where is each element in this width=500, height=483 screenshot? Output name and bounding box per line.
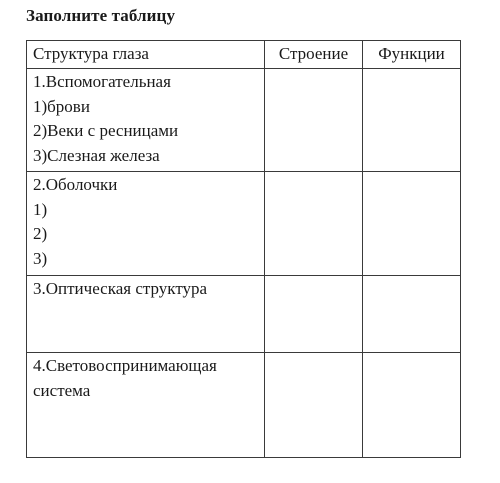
row-item: 3) — [33, 248, 48, 268]
stroenie-answer-cell[interactable] — [265, 69, 363, 172]
row-item: 3)Слезная железа — [33, 145, 160, 165]
structure-cell-photoreceptive — [27, 353, 265, 458]
row-title: 4.Световоспринимающая — [33, 356, 217, 375]
funktsii-answer-cell[interactable] — [363, 69, 461, 172]
header-stroenie: Строение — [265, 41, 363, 69]
funktsii-answer-cell[interactable] — [363, 172, 461, 276]
row-item: 1) — [33, 199, 48, 219]
funktsii-answer-cell[interactable] — [363, 353, 461, 458]
structure-cell-membranes — [27, 172, 265, 276]
table-row — [27, 69, 461, 172]
eye-structure-table — [26, 40, 461, 458]
stroenie-answer-cell[interactable] — [265, 276, 363, 353]
table-row — [27, 276, 461, 353]
row-item: 1)брови — [33, 96, 90, 116]
row-item: 2)Веки с ресницами — [33, 121, 179, 140]
row-title-continued: система — [33, 380, 91, 400]
structure-cell-auxiliary — [27, 69, 265, 172]
header-funktsii: Функции — [363, 41, 461, 69]
structure-cell-optical — [27, 276, 265, 353]
header-structure: Структура глаза — [27, 41, 265, 69]
row-title: 1.Вспомогательная — [33, 72, 171, 91]
table-row — [27, 172, 461, 276]
stroenie-answer-cell[interactable] — [265, 353, 363, 458]
table-row — [27, 353, 461, 458]
row-title: 3.Оптическая структура — [33, 279, 208, 298]
funktsii-answer-cell[interactable] — [363, 276, 461, 353]
worksheet-title: Заполните таблицу — [26, 6, 176, 25]
table-header-row — [27, 41, 461, 69]
stroenie-answer-cell[interactable] — [265, 172, 363, 276]
row-title: 2.Оболочки — [33, 175, 118, 194]
row-item: 2) — [33, 224, 48, 243]
